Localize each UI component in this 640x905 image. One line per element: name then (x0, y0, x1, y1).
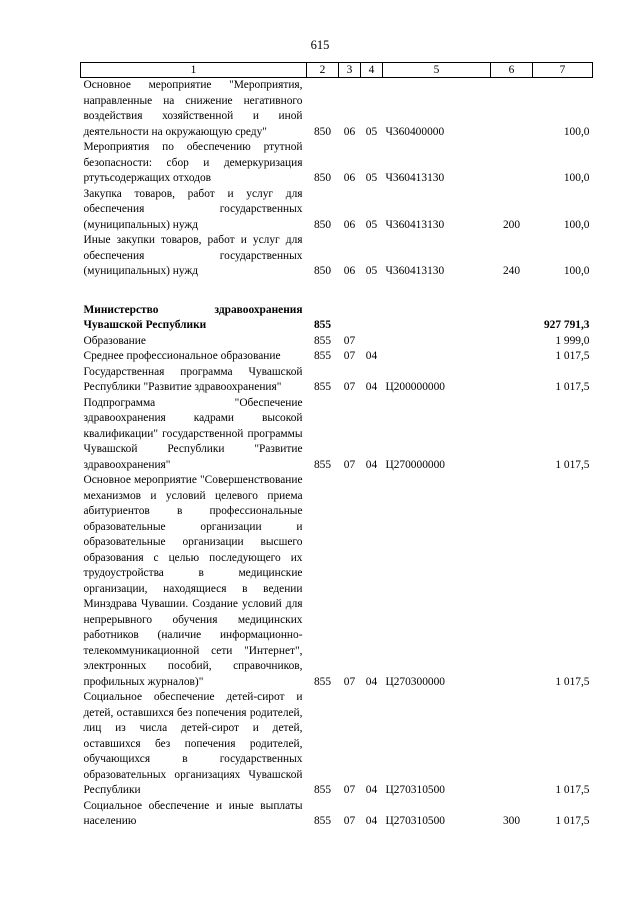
table-row (81, 187, 593, 234)
row-sum-cell: 100,0 (563, 218, 590, 231)
row-name-cell: Основное мероприятие "Мероприятия, направленные на снижение негативного воздействия хозяйственной и иной деятельности на окружающую среду" (83, 79, 303, 138)
row-sum-cell: 1 017,5 (555, 381, 590, 393)
row-vr-cell (491, 349, 533, 365)
row-gr-cell: 855 (313, 350, 332, 362)
row-rz-cell: 06 (343, 172, 356, 184)
row-sum-cell: 1 017,5 (555, 675, 590, 688)
row-csr-cell: Ц270000000 (385, 458, 445, 471)
row-name-cell: Иные закупки товаров, работ и услуг для обеспечения государственных (муниципальных) нужд (83, 234, 303, 277)
row-rz-cell: 07 (343, 458, 356, 471)
header-cell-rz: 3 (339, 63, 361, 78)
row-vr-cell (491, 303, 533, 334)
header-cell-pr: 4 (361, 63, 383, 78)
header-cell-name: 1 (81, 63, 307, 78)
page-number: 615 (310, 38, 330, 52)
table-row (81, 799, 593, 830)
table-row (81, 233, 593, 280)
table-row (81, 349, 593, 365)
row-sum-cell: 1 017,5 (555, 458, 590, 471)
row-sum-cell: 927 791,3 (543, 319, 590, 331)
header-cell-vr: 6 (491, 63, 533, 78)
row-pr-cell (361, 303, 383, 334)
row-pr-cell: 04 (365, 815, 378, 827)
row-sum-cell: 1 017,5 (555, 350, 590, 362)
row-rz-cell: 07 (343, 784, 356, 796)
row-pr-cell: 05 (365, 265, 378, 277)
row-csr-cell: Ц200000000 (385, 381, 445, 393)
row-name-cell: Министерство здравоохранения Чувашской Республики (83, 303, 303, 331)
row-rz-cell: 07 (343, 334, 356, 347)
row-pr-cell: 04 (365, 675, 378, 688)
table-row (81, 473, 593, 690)
row-sum-cell: 1 017,5 (555, 815, 590, 827)
row-vr-cell (491, 396, 533, 474)
row-gr-cell: 855 (313, 815, 332, 827)
row-pr-cell: 04 (365, 381, 378, 393)
row-pr-cell: 04 (365, 784, 378, 796)
table-row (81, 140, 593, 187)
row-name-cell: Мероприятия по обеспечению ртутной безопасности: сбор и демеркуризация ртутьсодержащих отходов (83, 141, 303, 184)
row-csr-cell (383, 303, 491, 334)
row-sum-cell: 100,0 (563, 172, 590, 184)
budget-table (80, 62, 593, 830)
row-sum-cell: 1 999,0 (555, 334, 590, 347)
row-csr-cell: Ч360413130 (385, 265, 445, 277)
row-name-cell: Социальное обеспечение и иные выплаты населению (83, 799, 303, 827)
row-gr-cell: 855 (313, 458, 332, 471)
row-vr-cell (491, 690, 533, 799)
table-row (81, 396, 593, 474)
table-row (81, 334, 593, 350)
row-gr-cell: 855 (313, 675, 332, 688)
row-pr-cell: 04 (365, 458, 378, 471)
spacer-cell (81, 280, 593, 303)
header-cell-gr: 2 (307, 63, 339, 78)
row-rz-cell (339, 303, 361, 334)
row-pr-cell: 05 (365, 218, 378, 231)
row-vr-cell: 300 (502, 815, 521, 827)
row-csr-cell: Ч360413130 (385, 218, 445, 231)
row-rz-cell: 06 (343, 218, 356, 231)
header-cell-csr: 5 (383, 63, 491, 78)
row-name-cell: Подпрограмма "Обеспечение здравоохранения кадрами высокой квалификации" государственной программы Чувашской Республики "Развитие здравоохранения" (83, 396, 303, 471)
row-rz-cell: 07 (343, 675, 356, 688)
row-rz-cell: 07 (343, 350, 356, 362)
row-gr-cell: 855 (313, 334, 332, 347)
row-csr-cell: Ч360400000 (385, 125, 445, 138)
row-rz-cell: 06 (343, 265, 356, 277)
row-vr-cell: 200 (502, 218, 521, 231)
table-row (81, 303, 593, 334)
row-name-cell: Социальное обеспечение детей-сирот и детей, оставшихся без попечения родителей, лиц из числа детей-сирот и детей, оставшихся без попечения родителей, обучающихся в государственных образовательных организациях Чувашской Республики (83, 691, 303, 796)
row-vr-cell (491, 140, 533, 187)
table-row (81, 365, 593, 396)
row-sum-cell: 100,0 (563, 125, 590, 138)
row-rz-cell: 07 (343, 815, 356, 827)
row-name-cell: Образование (83, 334, 146, 347)
row-rz-cell: 07 (343, 381, 356, 393)
row-gr-cell: 850 (313, 125, 332, 138)
header-row (81, 63, 593, 78)
row-pr-cell: 05 (365, 172, 378, 184)
table-row (81, 78, 593, 141)
row-csr-cell (383, 349, 491, 365)
row-vr-cell (491, 473, 533, 690)
row-name-cell: Основное мероприятие "Совершенствование механизмов и условий целевого приема абитуриентов в профессиональные образовательные организации и образовательные организации высшего образования с целью последующего их трудоустройства в медицинские организации, находящиеся в ведении Минздрава Чувашии. Создание условий для непрерывного обучения медицинских работников (наличие информационно-телекоммуникационной сети "Интернет", электронных пособий, справочников, профильных журналов)" (83, 474, 303, 688)
row-name-cell: Закупка товаров, работ и услуг для обеспечения государственных (муниципальных) нужд (83, 187, 303, 231)
row-csr-cell: Ц270300000 (385, 675, 445, 688)
row-gr-cell: 855 (313, 319, 332, 331)
row-rz-cell: 06 (343, 125, 356, 138)
row-vr-cell (491, 365, 533, 396)
row-gr-cell: 850 (313, 265, 332, 277)
row-pr-cell (361, 334, 383, 350)
row-vr-cell (491, 334, 533, 350)
row-gr-cell: 855 (313, 784, 332, 796)
row-pr-cell: 05 (365, 125, 378, 138)
row-vr-cell: 240 (502, 265, 521, 277)
row-sum-cell: 100,0 (563, 265, 590, 277)
header-cell-sum: 7 (533, 63, 593, 78)
spacer-row (81, 280, 593, 303)
row-name-cell: Среднее профессиональное образование (83, 350, 281, 362)
row-csr-cell: Ц270310500 (385, 784, 445, 796)
row-name-cell: Государственная программа Чувашской Республики "Развитие здравоохранения" (83, 365, 303, 393)
table-body (81, 78, 593, 830)
row-vr-cell (491, 78, 533, 141)
row-csr-cell (383, 334, 491, 350)
table-row (81, 690, 593, 799)
row-sum-cell: 1 017,5 (555, 784, 590, 796)
row-pr-cell: 04 (365, 350, 378, 362)
row-gr-cell: 850 (313, 172, 332, 184)
row-csr-cell: Ч360413130 (385, 172, 445, 184)
row-gr-cell: 850 (313, 218, 332, 231)
row-csr-cell: Ц270310500 (385, 815, 445, 827)
row-gr-cell: 855 (313, 381, 332, 393)
